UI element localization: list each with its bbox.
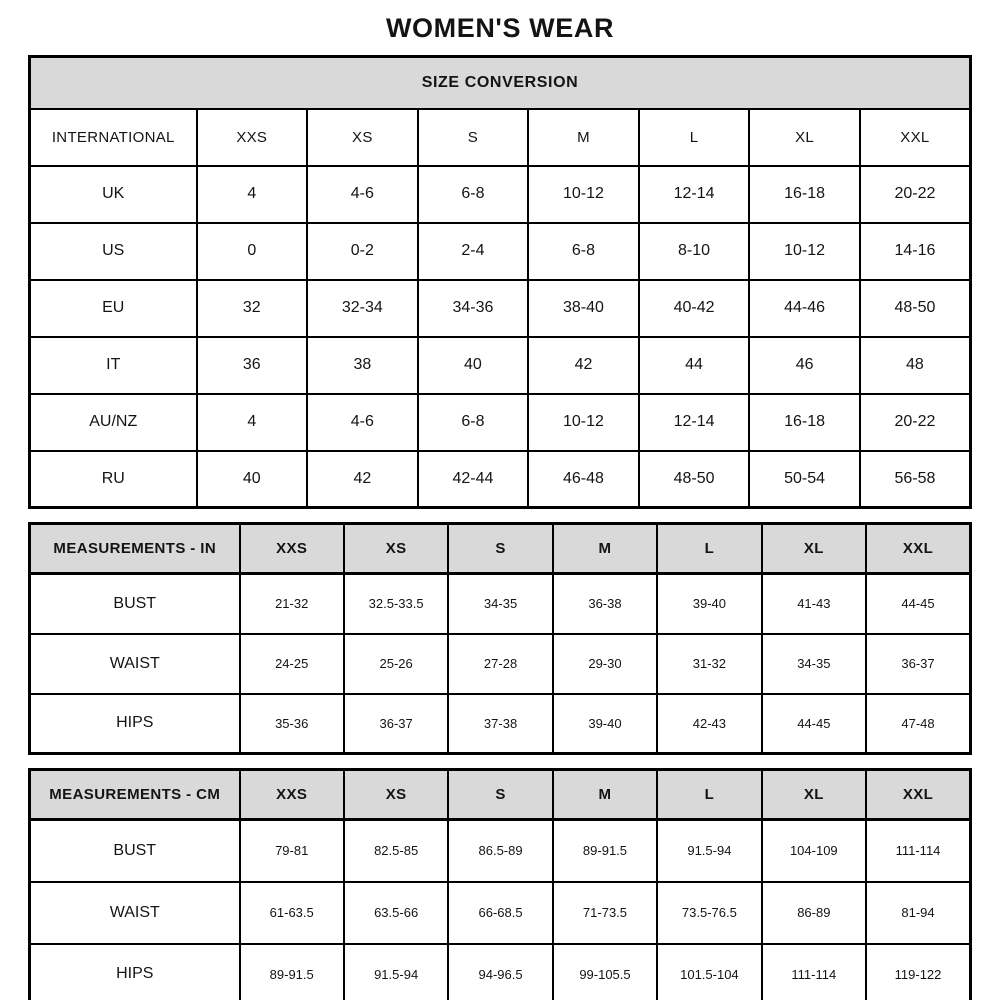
table-cell: 46-48 (528, 451, 639, 508)
table-cell: 20-22 (860, 166, 971, 223)
size-column-header: XS (344, 524, 448, 574)
table-title: SIZE CONVERSION (30, 57, 971, 109)
table-cell: 40 (418, 337, 529, 394)
size-column-header: XL (762, 770, 866, 820)
measurements-cm-table (28, 768, 972, 1000)
table-cell: 34-36 (418, 280, 529, 337)
table-cell: 42 (307, 451, 418, 508)
table-cell: 12-14 (639, 394, 750, 451)
row-label: HIPS (30, 944, 240, 1000)
table-cell: 91.5-94 (344, 944, 448, 1000)
size-column-header: XXS (240, 524, 344, 574)
table-cell: 16-18 (749, 166, 860, 223)
size-column-header: L (657, 524, 761, 574)
table-header-row (30, 109, 971, 166)
table-cell: 86-89 (762, 882, 866, 944)
table-cell: 37-38 (448, 694, 552, 754)
size-column-header: XL (749, 109, 860, 166)
page-title: WOMEN'S WEAR (385, 13, 615, 43)
table-row-us (30, 223, 971, 280)
table-cell: 32.5-33.5 (344, 574, 448, 634)
table-cell: 39-40 (553, 694, 657, 754)
table-cell: 39-40 (657, 574, 761, 634)
table-header-row (30, 770, 971, 820)
table-cell: 12-14 (639, 166, 750, 223)
table-cell: 119-122 (866, 944, 970, 1000)
table-cell: 25-26 (344, 634, 448, 694)
measurements-in-table (28, 522, 972, 755)
table-cell: 91.5-94 (657, 820, 761, 882)
table-row-waist (30, 634, 971, 694)
table-cell: 42-43 (657, 694, 761, 754)
table-cell: 73.5-76.5 (657, 882, 761, 944)
size-column-header: XXS (197, 109, 308, 166)
table-cell: 4 (197, 394, 308, 451)
table-cell: 0 (197, 223, 308, 280)
table-cell: 6-8 (418, 166, 529, 223)
table-cell: 8-10 (639, 223, 750, 280)
table-cell: 61-63.5 (240, 882, 344, 944)
table-cell: 94-96.5 (448, 944, 552, 1000)
table-cell: 48-50 (860, 280, 971, 337)
size-column-header: L (639, 109, 750, 166)
table-cell: 66-68.5 (448, 882, 552, 944)
table-cell: 16-18 (749, 394, 860, 451)
table-row-waist (30, 882, 971, 944)
table-cell: 47-48 (866, 694, 970, 754)
table-cell: 71-73.5 (553, 882, 657, 944)
table-row-ru (30, 451, 971, 508)
table-cell: 24-25 (240, 634, 344, 694)
table-cell: 79-81 (240, 820, 344, 882)
table-row-eu (30, 280, 971, 337)
table-row-hips (30, 944, 971, 1000)
table-cell: 44 (639, 337, 750, 394)
row-label: US (30, 223, 197, 280)
size-column-header: XXL (866, 524, 970, 574)
table-cell: 63.5-66 (344, 882, 448, 944)
row-label: WAIST (30, 882, 240, 944)
size-column-header: XXL (860, 109, 971, 166)
table-cell: 6-8 (528, 223, 639, 280)
table-cell: 20-22 (860, 394, 971, 451)
size-column-header: M (553, 770, 657, 820)
table-row-bust (30, 820, 971, 882)
size-column-header: L (657, 770, 761, 820)
row-label: UK (30, 166, 197, 223)
table-cell: 6-8 (418, 394, 529, 451)
table-cell: 36-38 (553, 574, 657, 634)
table-cell: 111-114 (866, 820, 970, 882)
table-cell: 89-91.5 (553, 820, 657, 882)
table-cell: 10-12 (528, 166, 639, 223)
table-cell: 4-6 (307, 166, 418, 223)
column-header-international: INTERNATIONAL (30, 109, 197, 166)
size-column-header: XXS (240, 770, 344, 820)
size-column-header: S (418, 109, 529, 166)
table-cell: 111-114 (762, 944, 866, 1000)
table-row-uk (30, 166, 971, 223)
table-cell: 38-40 (528, 280, 639, 337)
table-cell: 50-54 (749, 451, 860, 508)
size-column-header: XXL (866, 770, 970, 820)
table-cell: 86.5-89 (448, 820, 552, 882)
row-label: AU/NZ (30, 394, 197, 451)
row-label: BUST (30, 574, 240, 634)
table-cell: 34-35 (762, 634, 866, 694)
table-cell: 27-28 (448, 634, 552, 694)
table-cell: 101.5-104 (657, 944, 761, 1000)
table-cell: 10-12 (749, 223, 860, 280)
size-column-header: S (448, 524, 552, 574)
table-cell: 40 (197, 451, 308, 508)
table-cell: 35-36 (240, 694, 344, 754)
column-header-measurements-in: MEASUREMENTS - IN (30, 524, 240, 574)
row-label: EU (30, 280, 197, 337)
table-caption-row (30, 57, 971, 109)
table-cell: 0-2 (307, 223, 418, 280)
table-cell: 31-32 (657, 634, 761, 694)
table-cell: 104-109 (762, 820, 866, 882)
table-cell: 42 (528, 337, 639, 394)
row-label: WAIST (30, 634, 240, 694)
table-header-row (30, 524, 971, 574)
table-cell: 48 (860, 337, 971, 394)
table-cell: 44-45 (762, 694, 866, 754)
table-cell: 81-94 (866, 882, 970, 944)
row-label: RU (30, 451, 197, 508)
table-row-hips (30, 694, 971, 754)
table-row-bust (30, 574, 971, 634)
size-column-header: XS (344, 770, 448, 820)
table-cell: 38 (307, 337, 418, 394)
table-cell: 40-42 (639, 280, 750, 337)
table-cell: 29-30 (553, 634, 657, 694)
table-cell: 14-16 (860, 223, 971, 280)
table-cell: 10-12 (528, 394, 639, 451)
table-cell: 34-35 (448, 574, 552, 634)
size-column-header: M (553, 524, 657, 574)
table-cell: 21-32 (240, 574, 344, 634)
table-row-it (30, 337, 971, 394)
table-cell: 48-50 (639, 451, 750, 508)
table-cell: 42-44 (418, 451, 529, 508)
table-cell: 82.5-85 (344, 820, 448, 882)
table-cell: 41-43 (762, 574, 866, 634)
table-cell: 89-91.5 (240, 944, 344, 1000)
table-cell: 4 (197, 166, 308, 223)
size-conversion-table (28, 55, 972, 509)
table-cell: 99-105.5 (553, 944, 657, 1000)
table-row-aunz (30, 394, 971, 451)
column-header-measurements-cm: MEASUREMENTS - CM (30, 770, 240, 820)
size-column-header: M (528, 109, 639, 166)
row-label: IT (30, 337, 197, 394)
size-column-header: S (448, 770, 552, 820)
size-column-header: XS (307, 109, 418, 166)
table-cell: 4-6 (307, 394, 418, 451)
table-cell: 32-34 (307, 280, 418, 337)
row-label: HIPS (30, 694, 240, 754)
table-cell: 36 (197, 337, 308, 394)
table-cell: 44-46 (749, 280, 860, 337)
size-column-header: XL (762, 524, 866, 574)
table-cell: 44-45 (866, 574, 970, 634)
table-cell: 36-37 (344, 694, 448, 754)
table-cell: 56-58 (860, 451, 971, 508)
table-cell: 46 (749, 337, 860, 394)
table-cell: 32 (197, 280, 308, 337)
row-label: BUST (30, 820, 240, 882)
table-cell: 36-37 (866, 634, 970, 694)
table-cell: 2-4 (418, 223, 529, 280)
